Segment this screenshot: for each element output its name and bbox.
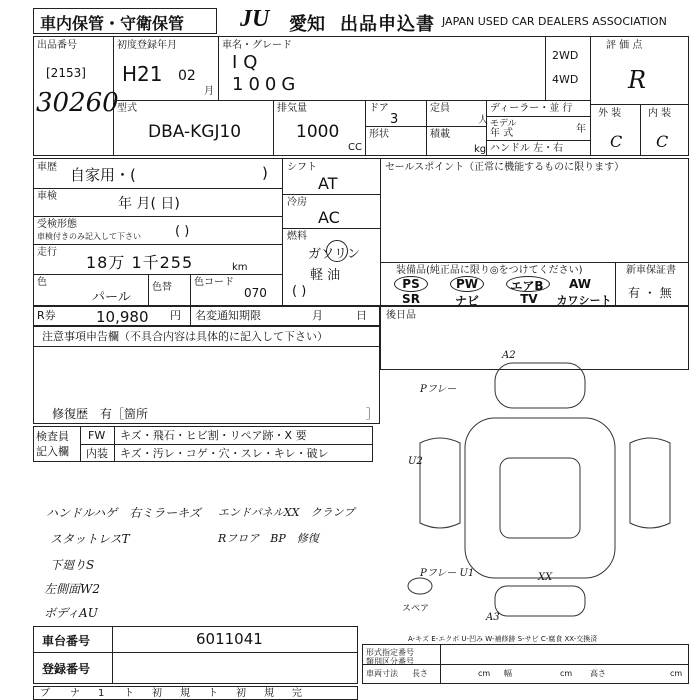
receive-note: 車検付きのみ記入して下さい [37, 232, 141, 241]
diagram-mark: A2 [502, 350, 516, 361]
exterior-grade: C [610, 132, 623, 151]
fw-label: FW [88, 429, 106, 442]
handwritten-note: 左側面W2 [44, 582, 100, 596]
equipment-tv: TV [520, 292, 538, 306]
mileage-value: 18万 1千255 [86, 253, 194, 272]
car-grade: 100G [232, 74, 301, 95]
width-unit: cm [560, 669, 573, 678]
warranty-value: 有 ・ 無 [628, 286, 672, 300]
check-strip [33, 686, 358, 700]
equipment-label: 装備品(純正品に限り◎をつけてください) [396, 265, 583, 276]
equipment-pw: PW [455, 277, 479, 291]
check-item: 規 [264, 688, 274, 699]
diagram-mark: Pフレー [420, 384, 457, 395]
lot-small-number: [2153] [46, 66, 86, 80]
check-item: 初 [236, 688, 246, 699]
equipment-airbag-circle [506, 276, 550, 292]
diagram-front-view [495, 363, 585, 408]
damage-legend: A-キズ E-エクボ U-凹み W-補修跡 S-サビ C-腐食 XX-交換済 [408, 635, 598, 643]
dealer-label: ディーラー・並 行 [490, 103, 573, 114]
r-ticket-label: R券 [37, 309, 56, 322]
capacity-label: 定員 [430, 103, 450, 114]
model-year-label-2: 年 式 [490, 128, 514, 139]
storage-stamp-text: 車内保管・守衛保管 [40, 14, 185, 33]
diagram-right-side [630, 438, 670, 528]
evaluation-score: R [628, 66, 647, 94]
load-label: 積載 [430, 129, 450, 140]
history-close: ) [262, 164, 268, 182]
exterior-label: 外 装 [598, 108, 622, 119]
diagram-rear-view [495, 586, 585, 616]
color-label: 色 [37, 277, 47, 288]
load-unit: kg [474, 144, 487, 155]
check-item: ト [208, 688, 218, 699]
capacity-unit: 人 [478, 115, 488, 126]
diagram-body-outline [465, 418, 615, 578]
interior-inspect-label: 内装 [86, 447, 108, 460]
equipment-ps-circle [394, 276, 428, 292]
car-name-label: 車名・グレード [222, 40, 292, 51]
diagram-spare-tire [408, 578, 432, 594]
evaluation-label: 評 価 点 [606, 40, 643, 51]
lot-label: 出品番号 [37, 40, 77, 51]
receive-paren: ( ) [175, 224, 190, 239]
equipment-seat: カワシート [556, 294, 612, 307]
interior-grade: C [656, 132, 669, 151]
color-code: 070 [244, 286, 267, 300]
equipment-ps: PS [402, 277, 420, 291]
r-ticket-value: 10,980 [96, 308, 149, 326]
check-item: 初 [152, 688, 162, 699]
diagram-mark: Pフレー U1 [420, 568, 475, 579]
diagram-mark: スペア [402, 604, 430, 614]
name-change-label: 名変通知期限 [195, 309, 261, 322]
diagram-mark: U2 [408, 456, 423, 467]
check-item: ト [124, 688, 134, 699]
equipment-airbag: エアB [510, 279, 544, 293]
inspector-label: 検査員 [36, 430, 69, 443]
interior-label: 内 装 [648, 108, 672, 119]
sales-point-label: セールスポイント（正常に機能するものに限ります） [385, 162, 625, 173]
color-value: パール [92, 290, 131, 305]
shift-label: シフト [287, 162, 317, 173]
diagram-mark: A3 [486, 612, 500, 623]
history-label: 車歴 [37, 162, 57, 173]
mileage-unit: km [232, 262, 248, 273]
fuel-paren: ( ) [292, 284, 307, 299]
color-code-label: 色コード [194, 277, 234, 288]
check-item: 完 [292, 688, 302, 699]
model-code: DBA-KGJ10 [148, 122, 242, 142]
mileage-label: 走行 [37, 247, 57, 258]
handwritten-note: Rフロア BP 修復 [218, 532, 319, 545]
shape-label: 形状 [369, 129, 389, 140]
model-label: 型式 [117, 103, 137, 114]
receive-label: 受検形態 [37, 219, 77, 230]
diagram-cabin [500, 458, 580, 538]
height-label: 高さ [590, 669, 606, 678]
displacement-unit: CC [348, 142, 362, 153]
check-item: ナ [70, 688, 80, 699]
fuel-gasoline: ガソリン [308, 247, 361, 262]
vehicle-dimensions-label: 車両寸法 [366, 669, 398, 678]
fuel-label: 燃料 [287, 231, 307, 242]
org-name: 愛知 [289, 14, 325, 35]
diagram-mark: XX [538, 572, 553, 583]
door-value: 3 [390, 112, 399, 127]
repair-history: 修復歴 有［箇所 [52, 407, 149, 421]
displacement-label: 排気量 [277, 103, 307, 114]
handwritten-note: ボディAU [44, 606, 98, 620]
equipment-sr: SR [402, 292, 420, 306]
association-name: JAPAN USED CAR DEALERS ASSOCIATION [442, 15, 667, 28]
handle-label: ハンドル 左・右 [490, 143, 564, 154]
ju-logo: JU [240, 6, 270, 32]
handwritten-note: 下廻りS [50, 558, 95, 572]
interior-items: キズ・汚レ・コゲ・穴・スレ・キレ・破レ [120, 447, 329, 460]
model-year-unit: 年 [576, 124, 586, 135]
fuel-circle [326, 240, 348, 262]
equipment-navi: ナビ [454, 294, 479, 308]
ac-label: 冷房 [287, 197, 307, 208]
name-change-day: 日 [356, 309, 367, 322]
shift-value: AT [318, 174, 338, 193]
handwritten-note: スタットレスT [50, 532, 130, 546]
drive-2wd: 2WD [552, 49, 579, 62]
form-title: 出品申込書 [340, 14, 435, 35]
first-registration-month: 02 [178, 68, 196, 84]
inspector-label-2: 記入欄 [36, 445, 69, 458]
chassis-number: 6011041 [196, 630, 263, 648]
model-year-label-1: モデル [490, 119, 517, 129]
month-unit: 月 [204, 86, 214, 97]
name-change-month: 月 [312, 309, 323, 322]
notes-label: 注意事項申告欄（不具合内容は具体的に記入して下さい） [42, 330, 328, 343]
width-label: 幅 [504, 669, 512, 678]
displacement-value: 1000 [296, 122, 340, 142]
equipment-aw: AW [569, 277, 591, 291]
color-change-label: 色替 [152, 282, 172, 293]
repair-history-close: ］ [366, 407, 379, 421]
history-value: 自家用・( [70, 166, 136, 184]
equipment-pw-circle [450, 276, 484, 292]
handwritten-note: エンドパネルXX クランプ [218, 506, 355, 519]
check-item: 1 [98, 688, 105, 699]
fuel-diesel: 軽 油 [310, 268, 341, 283]
check-item: ブ [40, 688, 50, 699]
length-label: 長さ [412, 669, 428, 678]
lot-number: 30260 [36, 88, 119, 118]
shape-designation-label: 形式指定番号 [366, 648, 414, 657]
diagram-left-side [420, 438, 460, 528]
car-name: IQ [232, 52, 264, 73]
drive-4wd: 4WD [552, 73, 579, 86]
first-registration-era: H21 [122, 62, 163, 86]
length-unit: cm [478, 669, 491, 678]
chassis-label: 車台番号 [42, 634, 91, 648]
r-ticket-unit: 円 [170, 309, 181, 322]
door-label: ドア [369, 103, 389, 114]
check-item: 規 [180, 688, 190, 699]
inspection-label: 車検 [37, 191, 57, 202]
inspection-value: 年 月( 日) [118, 196, 180, 212]
category-number-label: 類別区分番号 [366, 657, 414, 666]
fw-items: キズ・飛石・ヒビ割・リペア跡・X 要 [120, 429, 307, 442]
later-items-label: 後日品 [386, 310, 416, 321]
ac-value: AC [318, 208, 340, 227]
first-registration-label: 初度登録年月 [117, 40, 177, 51]
height-unit: cm [670, 669, 683, 678]
registration-label: 登録番号 [42, 662, 91, 676]
warranty-label: 新車保証書 [626, 265, 676, 276]
handwritten-note: ハンドルハゲ 右ミラーキズ [46, 506, 201, 520]
